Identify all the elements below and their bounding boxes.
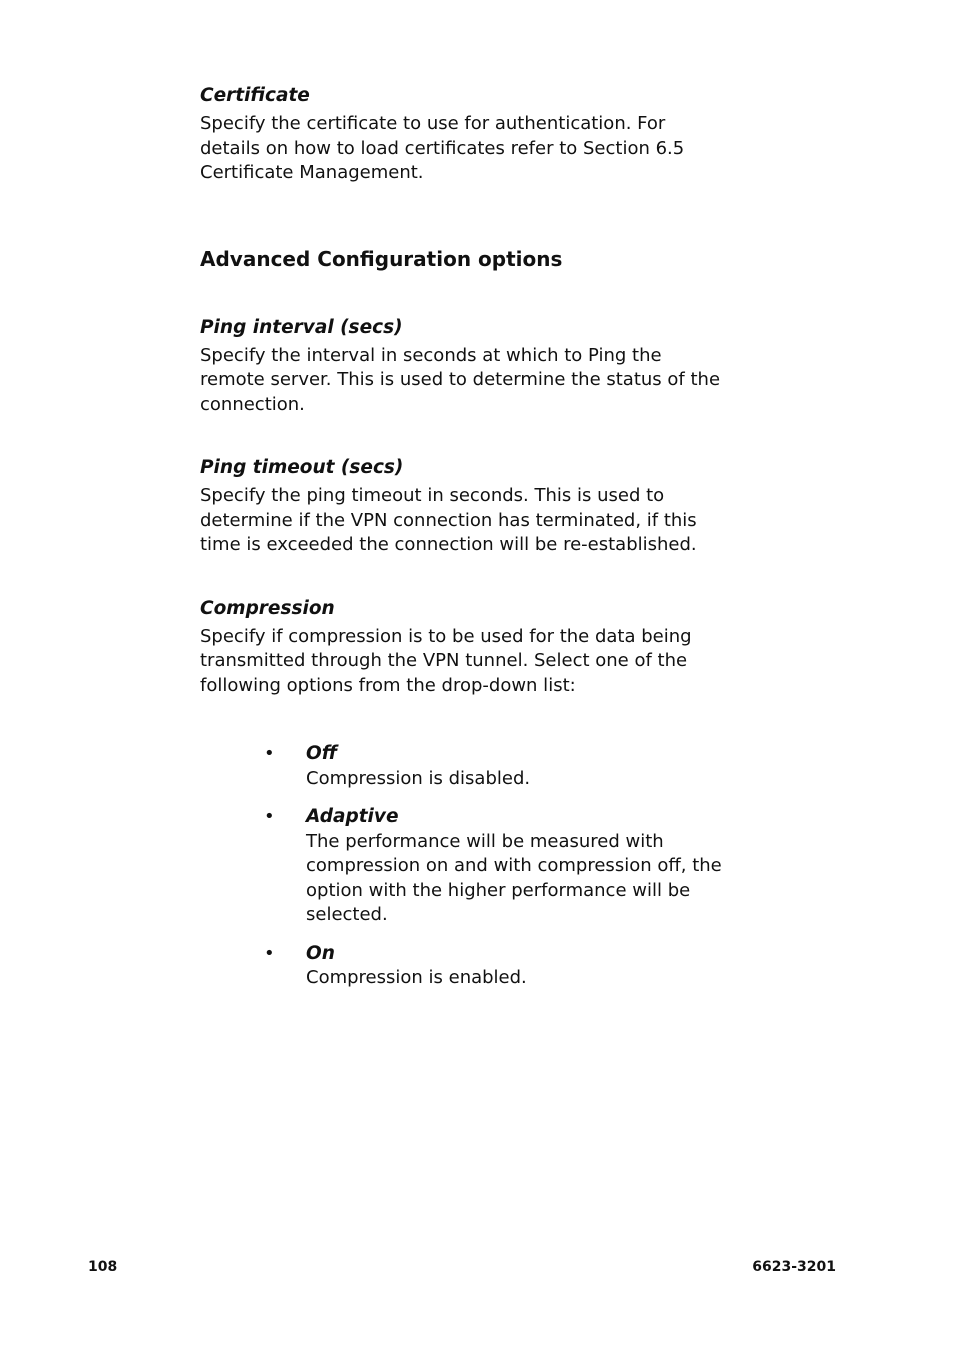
list-item: [264, 742, 736, 791]
option-description: The performance will be measured with compression on and with compression off, the option with the higher performance will be selected.: [306, 830, 722, 925]
certificate-title: Certificate: [200, 85, 310, 106]
ping-interval-section: [200, 316, 730, 418]
bullet-icon: •: [264, 806, 275, 827]
certificate-description: Specify the certificate to use for authentication. For details on how to load certificates refer to Section 6.5 Certificate Management.: [200, 113, 685, 183]
list-item: [264, 805, 736, 928]
bullet-icon: •: [264, 743, 275, 764]
option-description: Compression is enabled.: [306, 967, 527, 988]
compression-section: [200, 597, 730, 699]
compression-description: Specify if compression is to be used for the data being transmitted through the VPN tunnel. Select one of the following options from the drop-down list:: [200, 625, 692, 696]
ping-interval-description: Specify the interval in seconds at which to Ping the remote server. This is used to determine the status of the connection.: [200, 344, 721, 415]
ping-interval-title: Ping interval (secs): [200, 316, 403, 338]
option-title: On: [306, 942, 335, 964]
list-item: [264, 942, 736, 991]
bullet-icon: •: [264, 942, 275, 964]
page-number: 108: [88, 1259, 118, 1275]
document-number: 6623-3201: [752, 1259, 836, 1275]
ping-timeout-description: Specify the ping timeout in seconds. This is used to determine if the VPN connection has terminated, if this time is exceeded the connection will be re-established.: [200, 485, 697, 555]
compression-title: Compression: [200, 597, 335, 619]
ping-timeout-title: Ping timeout (secs): [200, 457, 404, 478]
option-description: Compression is disabled.: [306, 767, 531, 789]
ping-timeout-section: [200, 456, 730, 558]
page-content: [200, 84, 730, 1005]
advanced-configuration-heading: Advanced Configuration options: [200, 246, 563, 271]
option-title: Off: [306, 743, 338, 764]
certificate-section: [200, 84, 730, 186]
option-title: Adaptive: [306, 806, 399, 827]
compression-options-list: [264, 742, 736, 991]
